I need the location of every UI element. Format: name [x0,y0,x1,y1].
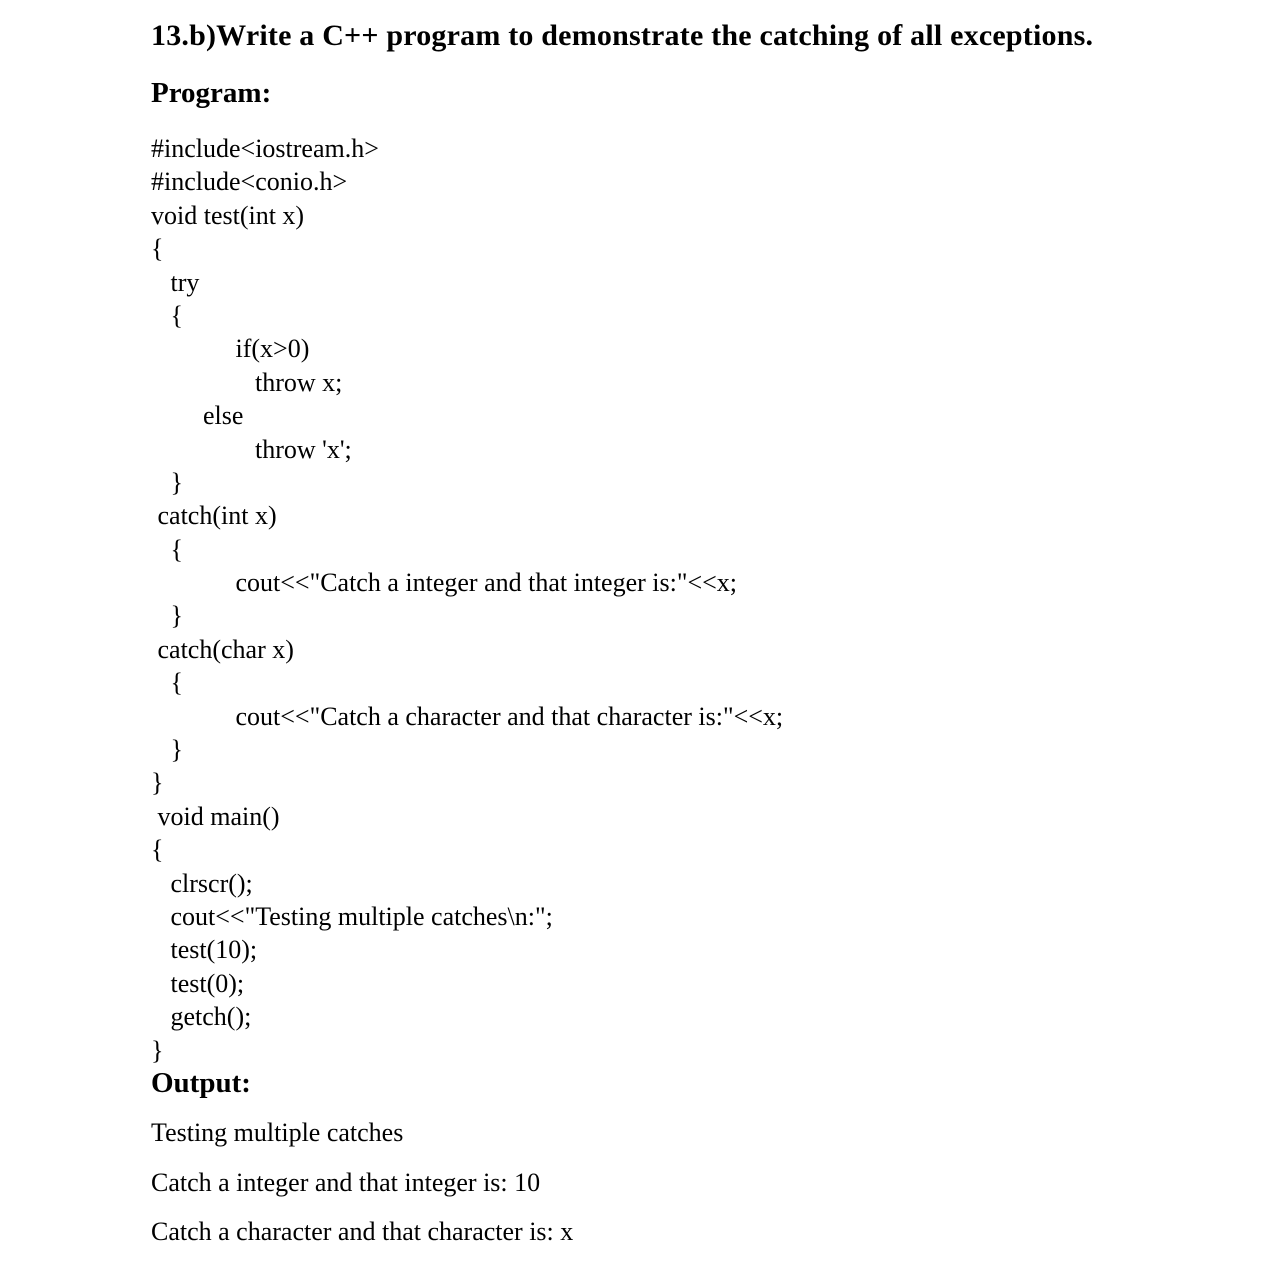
code-line: throw x; [151,367,343,397]
code-line: } [151,1035,164,1065]
code-line: } [151,735,183,765]
code-line: #include<iostream.h> [151,134,379,163]
code-line: cout<<"Catch a character and that character is:"<<x; [151,701,784,731]
code-line: { [151,835,164,865]
code-line: } [151,467,183,497]
code-line: { [151,300,183,330]
code-line: catch(int x) [151,501,277,531]
program-heading: Program: [151,77,272,109]
code-line: { [151,668,183,698]
code-line: { [151,234,164,264]
output-line: Catch a integer and that integer is: 10 [151,1167,541,1197]
code-line: try [151,267,200,297]
code-line: if(x>0) [151,334,310,364]
code-line: cout<<"Catch a integer and that integer is:"<<x; [151,568,738,598]
code-line: void test(int x) [151,200,305,230]
code-line: { [151,534,183,564]
code-line: cout<<"Testing multiple catches\n:"; [151,901,553,931]
code-line: test(10); [151,935,258,965]
program-output-block [151,1116,1235,1248]
code-line: #include<conio.h> [151,167,348,197]
code-line: clrscr(); [151,868,253,898]
code-line: test(0); [151,968,245,998]
output-heading: Output: [151,1066,251,1099]
code-line: void main() [151,801,280,831]
output-line: Catch a character and that character is: x [151,1217,574,1247]
program-code-block [151,132,1235,1067]
code-line: else [151,401,244,431]
code-line: } [151,768,164,798]
code-line: throw 'x'; [151,434,352,464]
question-title: 13.b)Write a C++ program to demonstrate the catching of all exceptions. [151,19,1094,52]
code-line: getch(); [151,1002,252,1032]
code-line: } [151,601,183,631]
code-line: catch(char x) [151,634,294,664]
output-line: Testing multiple catches [151,1118,404,1148]
